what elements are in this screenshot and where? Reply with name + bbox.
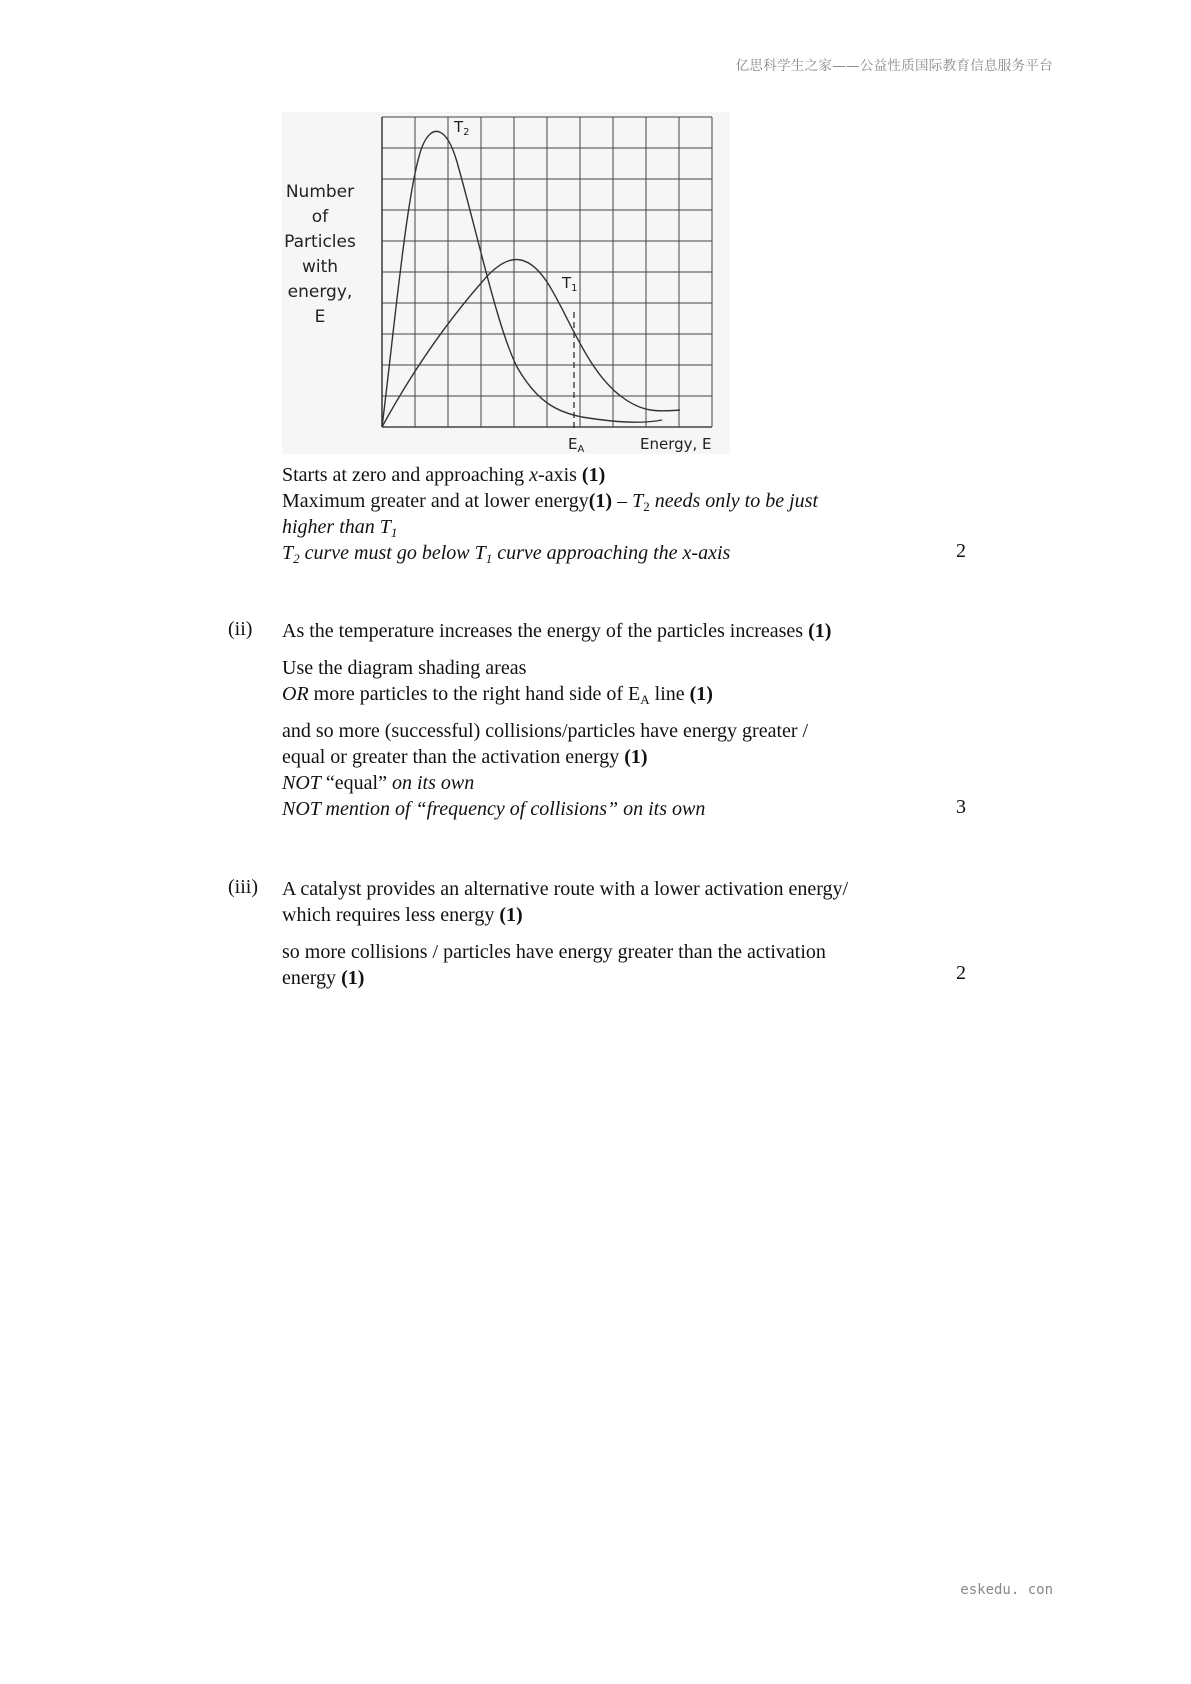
x-axis-label: Energy, E xyxy=(640,435,712,453)
y-label-line-2: of xyxy=(311,207,329,227)
energy-distribution-figure xyxy=(282,112,730,454)
part-i-line-3: higher than $T_1$ xyxy=(282,516,398,540)
y-label-line-3: Particles xyxy=(284,232,356,252)
label-t2: $T_2$ xyxy=(454,118,470,138)
part-ii-marks: 3 xyxy=(956,796,966,818)
part-ii-line-7: NOT mention of “frequency of collisions” on its own xyxy=(282,798,706,820)
part-iii-line-4: energy (1) xyxy=(282,967,365,989)
part-iii-line-1: A catalyst provides an alternative route with a lower activation energy/ xyxy=(282,878,849,900)
part-iii-line-3: so more collisions / particles have energy greater than the activation xyxy=(282,941,826,963)
part-iii-line-2: which requires less energy (1) xyxy=(282,904,523,926)
part-ii-answer xyxy=(282,618,831,822)
part-i-answer xyxy=(282,462,818,566)
label-ea: $E_A$ xyxy=(568,435,585,454)
y-label-line-4: with xyxy=(301,257,339,277)
part-ii-line-1: As the temperature increases the energy of the particles increases (1) xyxy=(282,620,832,642)
energy-distribution-svg xyxy=(282,112,730,454)
y-label-line-1: Number xyxy=(285,182,355,202)
part-i-line-2: Maximum greater and at lower energy(1) – $T_2$ needs only to be just xyxy=(282,490,819,514)
header-watermark: 亿思科学生之家——公益性质国际教育信息服务平台 xyxy=(735,58,1053,74)
y-label-line-5: energy, xyxy=(287,282,353,302)
part-ii-line-6: NOT “equal” on its own xyxy=(282,772,475,794)
part-ii-line-2: Use the diagram shading areas xyxy=(282,657,527,679)
part-i-line-1: Starts at zero and approaching x-axis (1) xyxy=(282,464,606,486)
footer-site: eskedu. con xyxy=(960,1582,1053,1598)
part-iii-answer xyxy=(282,876,848,991)
part-ii-line-3: OR more particles to the right hand side of $E_A$ line (1) xyxy=(282,683,713,707)
part-i-line-4: $T_2$ curve must go below $T_1$ curve approaching the x-axis xyxy=(282,542,731,566)
part-iii-number: (iii) xyxy=(228,876,258,898)
y-label-line-6: E xyxy=(314,307,326,327)
label-t1: $T_1$ xyxy=(562,274,578,294)
part-ii-line-5: equal or greater than the activation energy (1) xyxy=(282,746,648,768)
part-ii-number: (ii) xyxy=(228,618,253,640)
part-ii-line-4: and so more (successful) collisions/particles have energy greater / xyxy=(282,720,809,742)
part-iii-marks: 2 xyxy=(956,962,966,984)
part-i-marks: 2 xyxy=(956,540,966,562)
